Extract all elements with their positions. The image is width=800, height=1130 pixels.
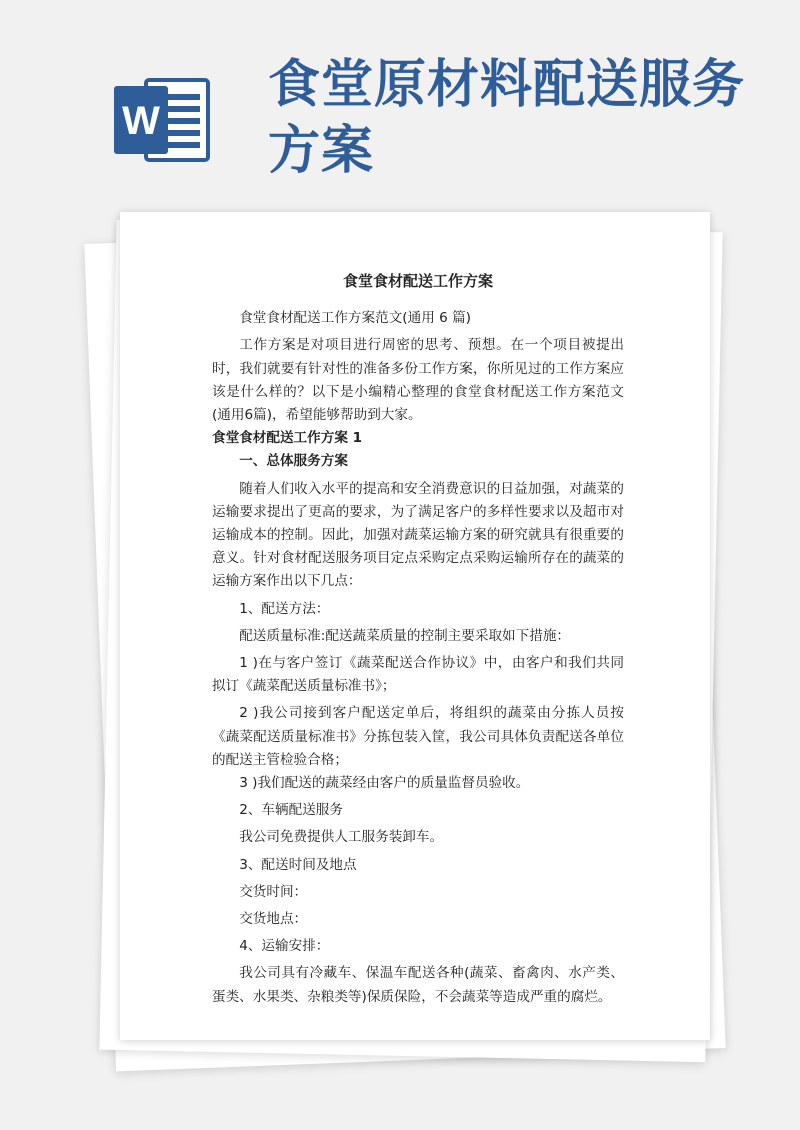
svg-text:W: W	[122, 99, 160, 143]
paragraph: 4、运输安排：	[239, 938, 330, 955]
document-heading: 食堂食材配送工作方案	[342, 272, 493, 290]
paragraph: 3、配送时间及地点	[239, 856, 357, 873]
paragraph: 2、车辆配送服务	[239, 802, 343, 819]
paragraph: 交货时间：	[239, 883, 308, 900]
word-document-icon	[112, 72, 212, 168]
paragraph: 随着人们收入水平的提高和安全消费意识的日益加强，对蔬菜的运输要求提出了更高的要求，为了满足客户的多样性要求以及超市对运输成本的控制。因此，加强对蔬菜运输方案的研究就具有很重要的意义。针对食材配送服务项目定点采购定点采购运输所存在的蔬菜的运输方案作出以下几点：	[212, 480, 624, 590]
paragraph: 2 )我公司接到客户配送定单后，将组织的蔬菜由分拣人员按《蔬菜配送质量标准书》分拣包装入筐，我公司具体负责配送各单位的配送主管检验合格；	[212, 705, 624, 768]
paragraph: 1 )在与客户签订《蔬菜配送合作协议》中，由客户和我们共同拟订《蔬菜配送质量标准书》；	[212, 655, 624, 695]
paragraph: 食堂食材配送工作方案范文(通用 6 篇)	[239, 310, 471, 327]
paragraph: 我公司免费提供人工服务装卸车。	[239, 829, 444, 846]
paragraph: 我公司具有冷藏车、保温车配送各种(蔬菜、畜禽肉、水产类、蛋类、水果类、杂粮类等)保质保险，不会蔬菜等造成严重的腐烂。	[212, 965, 624, 1005]
paragraph: 工作方案是对项目进行周密的思考、预想。在一个项目被提出时，我们就要有针对性的准备多份工作方案，你所见过的工作方案应该是什么样的？以下是小编精心整理的食堂食材配送工作方案范文(通用6篇)，希望能够帮助到大家。	[212, 337, 624, 424]
paragraph: 3 )我们配送的蔬菜经由客户的质量监督员验收。	[239, 775, 530, 792]
document-content	[212, 270, 624, 1009]
subsection-heading: 一、总体服务方案	[239, 453, 348, 470]
paragraph: 配送质量标准:配送蔬菜质量的控制主要采取如下措施：	[239, 627, 571, 644]
paragraph: 1、配送方法：	[239, 600, 330, 617]
section-heading: 食堂食材配送工作方案 1	[212, 430, 363, 447]
page-title: 食堂原材料配送服务方案	[268, 55, 746, 181]
paragraph: 交货地点：	[239, 911, 308, 928]
